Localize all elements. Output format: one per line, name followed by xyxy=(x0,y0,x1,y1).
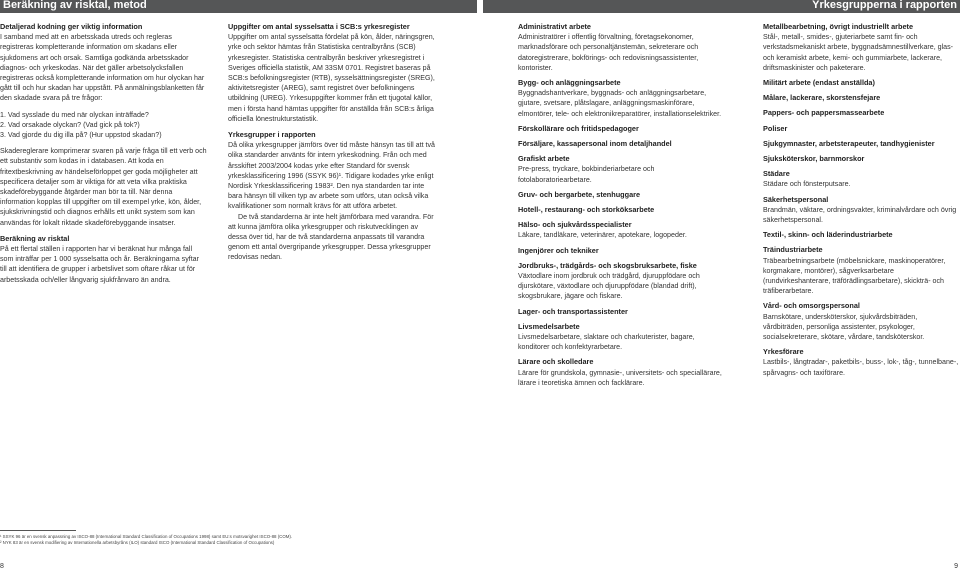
group-title: Städare xyxy=(763,169,790,179)
group-title: Försäljare, kassapersonal inom detaljhandel xyxy=(518,139,672,149)
paragraph: På ett flertal ställen i rapporten har vi beräknat hur många fall som inträffar per 1 000 sysselsatta och år. Beräkningarna syftar till att identifiera de grupper i arbetslivet som oftare råkar ut för arbetsskada och/eller långvarig sjukfrånvaro än andra. xyxy=(0,245,199,284)
column-2 xyxy=(228,22,435,263)
group-description: Träbearbetningsarbete (möbelsnickare, maskinoperatörer, korgmakare, montörer), sågverksarbetare (rundvirkeshanterare, träförädlingsarbetare), skickträ- och träfiberarbetare. xyxy=(763,256,946,296)
group-title: Yrkesförare xyxy=(763,347,804,357)
column-3 xyxy=(518,22,725,388)
question-3: 3. Vad gjorde du dig illa på? (Hur uppstod skadan?) xyxy=(0,131,162,140)
group-title: Bygg- och anläggningsarbete xyxy=(518,78,621,88)
column-1 xyxy=(0,22,207,285)
group-title: Vård- och omsorgspersonal xyxy=(763,301,860,311)
section-heading: Beräkning av risktal xyxy=(0,233,70,243)
group-description: Barnskötare, undersköterskor, sjukvårdsbiträden, vårdbiträden, personliga assistenter, psykologer, socialsekreterare, skötare, vårdare, tandsköterskor. xyxy=(763,312,925,342)
group-description: Administratörer i offentlig förvaltning, företagsekonomer, marknadsförare och personaltjänstemän, sekreterare och datoregistrerare, bokförings- och redovisningsassistenter, kontorister. xyxy=(518,33,699,72)
column-4 xyxy=(763,22,959,378)
paragraph: De två standarderna är inte helt jämförbara med varandra. För att kunna jämföra olika yrkesgrupper och riskutvecklingen av dessa över tid, har de två standarderna anpassats till varandra genom ett antal övergripande yrkesgrupper. Dessa yrkesgrupper redovisas nedan. xyxy=(228,212,434,262)
group-title: Träindustriarbete xyxy=(763,245,823,255)
group-title: Militärt arbete (endast anställda) xyxy=(763,78,875,88)
group-title: Textil-, skinn- och läderindustriarbete xyxy=(763,230,893,240)
group-description: Läkare, tandläkare, veterinärer, apotekare, logopeder. xyxy=(518,231,687,240)
group-title: Pappers- och pappersmassearbete xyxy=(763,108,885,118)
footnotes xyxy=(0,534,477,546)
group-title: Metallbearbetning, övrigt industriellt arbete xyxy=(763,22,914,31)
page-number-left: 8 xyxy=(0,563,4,570)
group-title: Livsmedelsarbete xyxy=(518,321,580,331)
group-description: Livsmedelsarbetare, slaktare och charkuterister, bagare, konditorer och konfektyrarbetare. xyxy=(518,333,695,352)
footnote-2: ² NYK 83 är en svensk modifiering av Internationella arbetsbyråns (ILO) standard ISCO (International Standard Classification of Occupations) xyxy=(0,540,275,546)
group-title: Hälso- och sjukvårdsspecialister xyxy=(518,220,632,230)
page-number-right: 9 xyxy=(954,563,958,570)
group-title: Förskollärare och fritidspedagoger xyxy=(518,123,639,133)
group-description: Städare och fönsterputsare. xyxy=(763,180,851,189)
group-title: Jordbruks-, trädgårds- och skogsbruksarbete, fiske xyxy=(518,260,697,270)
footnote-1: ¹ SSYK 96 är en svensk anpassning av ISCO-88 (International Standard Classification of Occupations 1998) samt EU:s motsvarighet ISCO-88 (COM). xyxy=(0,534,293,539)
footnote-divider xyxy=(0,530,76,531)
header-bar-left xyxy=(0,0,477,13)
group-title: Poliser xyxy=(763,123,788,133)
group-title: Hotell-, restaurang- och storköksarbete xyxy=(518,205,655,215)
group-description: Växtodlare inom jordbruk och trädgård, djuruppfödare och djurskötare, växtodlare och djuruppfödare (blandad drift), skogsbrukare, jägare och fiskare. xyxy=(518,272,700,301)
section-heading: Detaljerad kodning ger viktig information xyxy=(0,22,143,31)
group-description: Lärare för grundskola, gymnasie-, universitets- och speciallärare, lärare i teoretiska ämnen och facklärare. xyxy=(518,368,722,387)
paragraph: Skadereglerare komprimerar svaren på varje fråga till ett verb och ett substantiv som kodas in i databasen. Att koda en fritextbeskrivning av händelseförloppet ger goda möjligheter att specificera detaljer som är viktiga för att veta vilka praktiska skadeförebyggande åtgärder man bör ta till. När denna information kopplas till uppgifter om till exempel yrke, kön, ålder, sjukskrivningstid och diagnos erhålls ett unikt system som kan användas för lokalt riktade skadeförebyggande insatser. xyxy=(0,147,207,227)
header-bar-right xyxy=(483,0,960,13)
group-title: Sjuksköterskor, barnmorskor xyxy=(763,154,865,164)
group-description: Pre-press, tryckare, bokbinderiarbetare och fotolaboratoriearbetare. xyxy=(518,165,655,184)
group-description: Brandmän, väktare, ordningsvakter, kriminalvårdare och övrig säkerhetspersonal. xyxy=(763,205,957,225)
group-title: Ingenjörer och tekniker xyxy=(518,245,599,255)
group-description: Byggnadshantverkare, byggnads- och anläggningsarbetare, gjutare, svetsare, plåtslagare, anläggningsmaskinförare, elmontörer, tele- och elektronikreparatörer, installationselektriker. xyxy=(518,89,722,118)
group-title: Säkerhetspersonal xyxy=(763,194,829,204)
paragraph: Uppgifter om antal sysselsatta fördelat på kön, ålder, näringsgren, yrke och sektor hämtas från Statistiska centralbyråns (SCB) yrkesregister. Statistiska centralbyrån beskriver yrkesregistret i Sveriges officiella statistik, AM 33SM 0701. Registret baseras på SCB:s befolkningsregister (RTB), sysselsättningsregister (SREG), aktivitetsregister (AREG), samt registret över befolkningens utbildning (UREG). Yrkesuppgifter kommer från ett tjugotal källor, men i första hand hämtas uppgifter för anställda från SCB:s årliga officiella lönestrukturstatistik. xyxy=(228,33,435,123)
group-title: Grafiskt arbete xyxy=(518,154,570,164)
group-title: Lager- och transportassistenter xyxy=(518,306,628,316)
group-description: Lastbils-, långtradar-, paketbils-, buss-, lok-, tåg-, tunnelbane-, spårvagns- och taxiförare. xyxy=(763,358,959,377)
page-title-right: Yrkesgrupperna i rapporten xyxy=(812,0,957,11)
question-1: 1. Vad sysslade du med när olyckan inträffade? xyxy=(0,110,149,119)
section-heading: Uppgifter om antal sysselsatta i SCB:s yrkesregister xyxy=(228,22,410,31)
group-title: Sjukgymnaster, arbetsterapeuter, tandhygienister xyxy=(763,138,935,148)
page-title-left: Beräkning av risktal, metod xyxy=(3,0,147,11)
question-2: 2. Vad orsakade olyckan? (Vad gick på tok?) xyxy=(0,120,140,129)
group-description: Stål-, metall-, smides-, gjuteriarbete samt fin- och verkstadsmekaniskt arbete, byggnadsämnestillverkare, glas- och keramiskt arbete, kemi- och gummiarbete, lackerare, driftsmaskinister och paketerare. xyxy=(763,33,954,72)
group-title: Lärare och skolledare xyxy=(518,357,594,367)
group-title: Gruv- och bergarbete, stenhuggare xyxy=(518,189,641,199)
group-title: Målare, lackerare, skorstensfejare xyxy=(763,93,881,103)
paragraph: I samband med att en arbetsskada utreds och regleras registreras kompletterande information om skadans eller sjukdomens art och orsak. Samtliga godkända arbetsskador diagnos- och yrkeskodas. När det gäller arbetsolycksfallen registreras också kompletterande information om hur olyckan har gått till och hur skadan har uppstått. På anmälningsblanketten får den skadade svara på tre frågor: xyxy=(0,33,205,103)
paragraph: Då olika yrkesgrupper jämförs över tid måste hänsyn tas till att två olika standarder använts för intern yrkeskodning. Från och med årsskiftet 2003/2004 kodas yrke efter Standard för svensk yrkesklassificering 1996 (SSYK 96)¹. Tidigare kodades yrke enligt Nordisk Yrkesklassificering 1983². Den nya standarden tar inte bara hänsyn till vilken typ av arbete som utförs, utan också vilka kvalifikationer som normalt krävs för att utföra arbetet. xyxy=(228,141,435,211)
group-title: Administrativt arbete xyxy=(518,22,591,31)
section-heading: Yrkesgrupper i rapporten xyxy=(228,130,316,140)
